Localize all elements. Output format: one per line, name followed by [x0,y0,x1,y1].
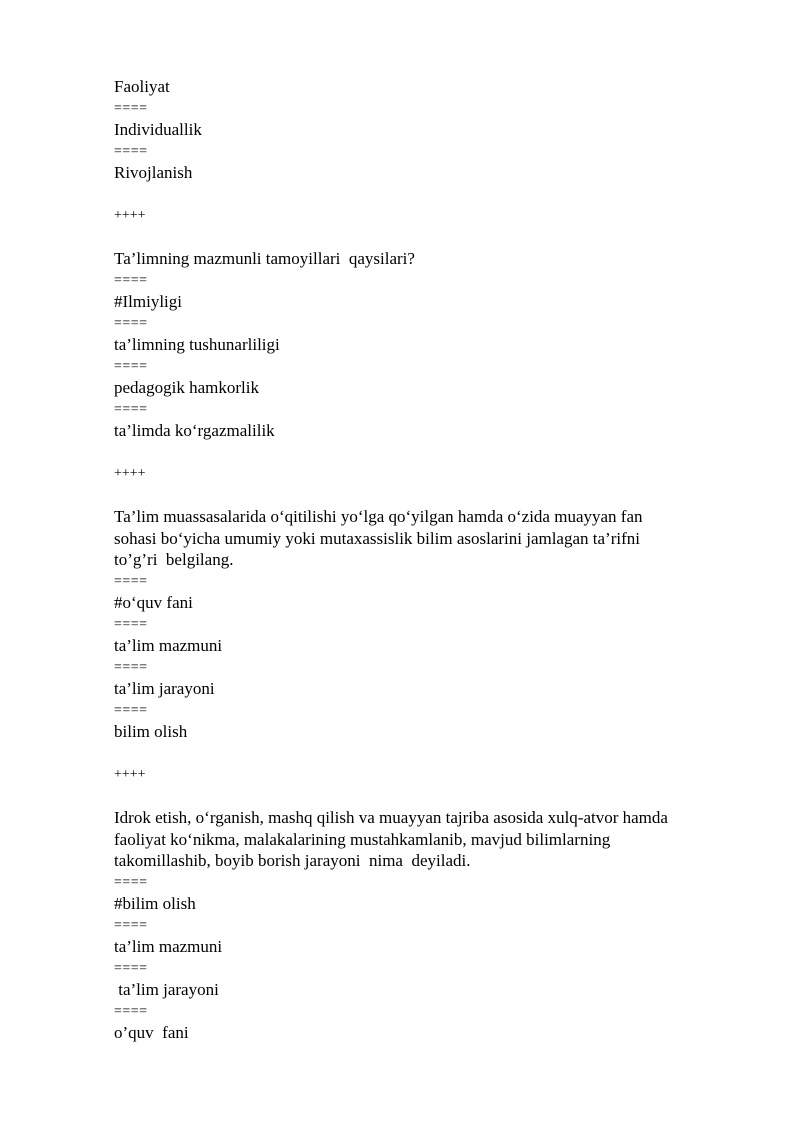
answer-option: bilim olish [114,722,188,741]
option-separator: ==== [114,702,148,718]
option-separator: ==== [114,874,148,890]
answer-option: ta’lim jarayoni [114,679,215,698]
answer-option: Individuallik [114,120,202,139]
question-block [114,807,734,1044]
question-text: Ta’limning mazmunli tamoyillari qaysilari? [114,249,415,268]
answer-option: ta’limning tushunarliligi [114,335,280,354]
answer-option: pedagogik hamkorlik [114,378,259,397]
option-separator: ==== [114,960,148,976]
question-end-marker: ++++ [114,466,146,481]
option-separator: ==== [114,573,148,589]
answer-option: ta’lim mazmuni [114,937,223,956]
question-text-line: to’g’ri belgilang. [114,550,234,569]
question-block [114,506,734,786]
answer-option: ta’lim mazmuni [114,636,223,655]
question-block [114,248,734,485]
answer-option: ta’limda ko‘rgazmalilik [114,421,275,440]
option-separator: ==== [114,1003,148,1019]
question-text-line: sohasi bo‘yicha umumiy yoki mutaxassislik bilim asoslarini jamlagan ta’rifni [114,528,640,548]
option-separator: ==== [114,401,148,417]
question-text-line: Idrok etish, o‘rganish, mashq qilish va muayyan tajriba asosida xulq-atvor hamda [114,808,668,827]
question-text-line: faoliyat ko‘nikma, malakalarining mustahkamlanib, mavjud bilimlarning [114,829,611,849]
correct-answer-option: #bilim olish [114,894,196,913]
option-separator: ==== [114,272,148,288]
answer-option: ta’lim jarayoni [114,980,219,999]
option-separator: ==== [114,315,148,331]
test-document [114,76,734,1044]
correct-answer-option: #Ilmiyligi [114,292,182,311]
option-separator: ==== [114,358,148,374]
option-separator: ==== [114,659,148,675]
question-end-marker: ++++ [114,208,146,223]
answer-option: Rivojlanish [114,163,193,182]
option-separator: ==== [114,143,148,159]
answer-option: Faoliyat [114,77,170,96]
correct-answer-option: #o‘quv fani [114,593,193,612]
question-block [114,76,734,227]
option-separator: ==== [114,616,148,632]
question-text-line: takomillashib, boyib borish jarayoni nima deyiladi. [114,851,471,870]
question-end-marker: ++++ [114,767,146,782]
question-text-line: Ta’lim muassasalarida o‘qitilishi yo‘lga qo‘yilgan hamda o‘zida muayyan fan [114,507,643,526]
option-separator: ==== [114,100,148,116]
option-separator: ==== [114,917,148,933]
answer-option: o’quv fani [114,1023,189,1042]
